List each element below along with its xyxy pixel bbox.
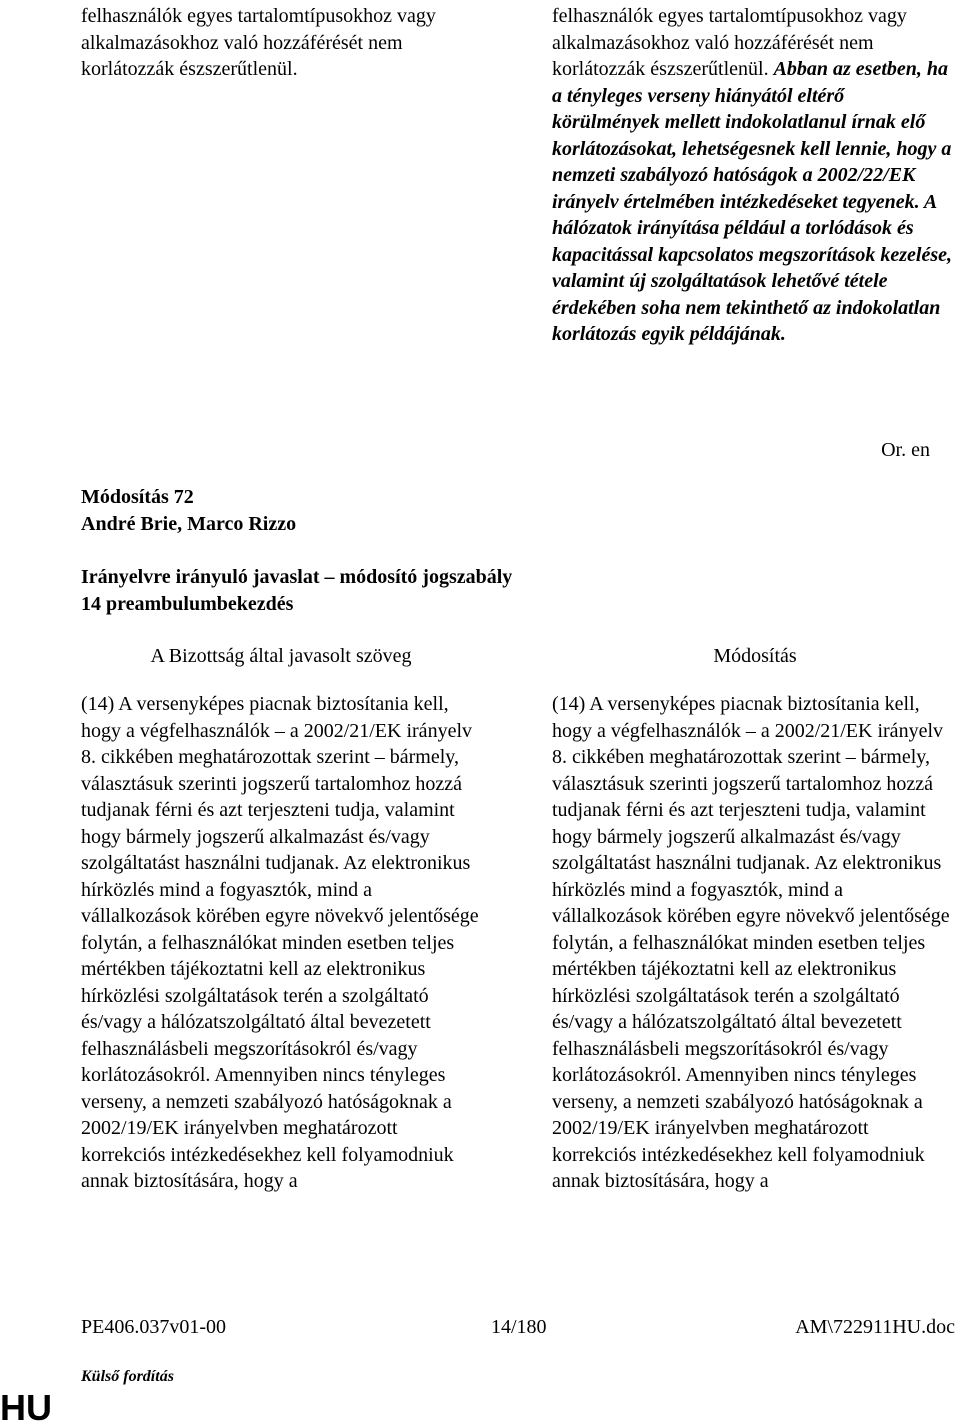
amendment-authors: André Brie, Marco Rizzo <box>81 513 297 535</box>
commission-text-header: A Bizottság által javasolt szöveg <box>150 645 412 667</box>
top-right-added-text: Abban az esetben, ha a tényleges verseny hiányától eltérő körülmények mellett indokolatlanul írnak elő korlátozásokat, lehetségesnek kell lennie, hogy a nemzeti szabályozó hatóságok a 2002/22/EK irányelv értelmében intézkedéseket tegyenek. A hálózatok irányítása például a torlódások és kapacitással kapcsolatos megszorítások kezelése, valamint új szolgáltatások lehetővé tétele érdekében soha nem tekinthető az indokolatlan korlátozás egyik példájának. <box>552 58 952 345</box>
language-code: HU <box>0 1387 52 1428</box>
original-language-label: Or. en <box>881 439 930 461</box>
footer-file-name: AM\722911HU.doc <box>795 1316 955 1338</box>
proposal-title: Irányelvre irányuló javaslat – módosító jogszabály <box>81 566 513 588</box>
amendment-header: Módosítás <box>713 645 797 667</box>
footer-page-number: 14/180 <box>491 1316 547 1338</box>
footer-doc-ref: PE406.037v01-00 <box>81 1316 226 1338</box>
external-translation-label: Külső fordítás <box>81 1368 174 1385</box>
top-right-paragraph <box>552 3 952 348</box>
top-right-plain-text: felhasználók egyes tartalomtípusokhoz vagy alkalmazásokhoz való hozzáférését nem korlátozzák észszerűtlenül. <box>552 5 907 80</box>
amendment-text-body: (14) A versenyképes piacnak biztosítania kell, hogy a végfelhasználók – a 2002/21/EK irányelv 8. cikkében meghatározottak szerint – bármely, választásuk szerinti jogszerű tartalomhoz hozzá tudjanak férni és azt terjeszteni tudja, valamint hogy bármely jogszerű alkalmazást és/vagy szolgáltatást használni tudjanak. Az elektronikus hírközlés mind a fogyasztók, mind a vállalkozások körében egyre növekvő jelentősége folytán, a felhasználókat minden esetben teljes mértékben tájékoztatni kell az elektronikus hírközlési szolgáltatások terén a szolgáltató és/vagy a hálózatszolgáltató által bevezetett felhasználásbeli megszorításokról és/vagy korlátozásokról. Amennyiben nincs tényleges verseny, a nemzeti szabályozó hatóságoknak a 2002/19/EK irányelvben meghatározott korrekciós intézkedésekhez kell folyamodniuk annak biztosítására, hogy a <box>552 693 950 1192</box>
commission-text-body: (14) A versenyképes piacnak biztosítania kell, hogy a végfelhasználók – a 2002/21/EK irányelv 8. cikkében meghatározottak szerint – bármely, választásuk szerinti jogszerű tartalomhoz hozzá tudjanak férni és azt terjeszteni tudja, valamint hogy bármely jogszerű alkalmazást és/vagy szolgáltatást használni tudjanak. Az elektronikus hírközlés mind a fogyasztók, mind a vállalkozások körében egyre növekvő jelentősége folytán, a felhasználókat minden esetben teljes mértékben tájékoztatni kell az elektronikus hírközlési szolgáltatások terén a szolgáltató és/vagy a hálózatszolgáltató által bevezetett felhasználásbeli megszorításokról és/vagy korlátozásokról. Amennyiben nincs tényleges verseny, a nemzeti szabályozó hatóságoknak a 2002/19/EK irányelvben meghatározott korrekciós intézkedésekhez kell folyamodniuk annak biztosítására, hogy a <box>81 693 479 1192</box>
amendment-number: Módosítás 72 <box>81 486 194 508</box>
top-left-paragraph: felhasználók egyes tartalomtípusokhoz vagy alkalmazásokhoz való hozzáférését nem korlátozzák észszerűtlenül. <box>81 5 436 80</box>
recital-reference: 14 preambulumbekezdés <box>81 593 294 615</box>
